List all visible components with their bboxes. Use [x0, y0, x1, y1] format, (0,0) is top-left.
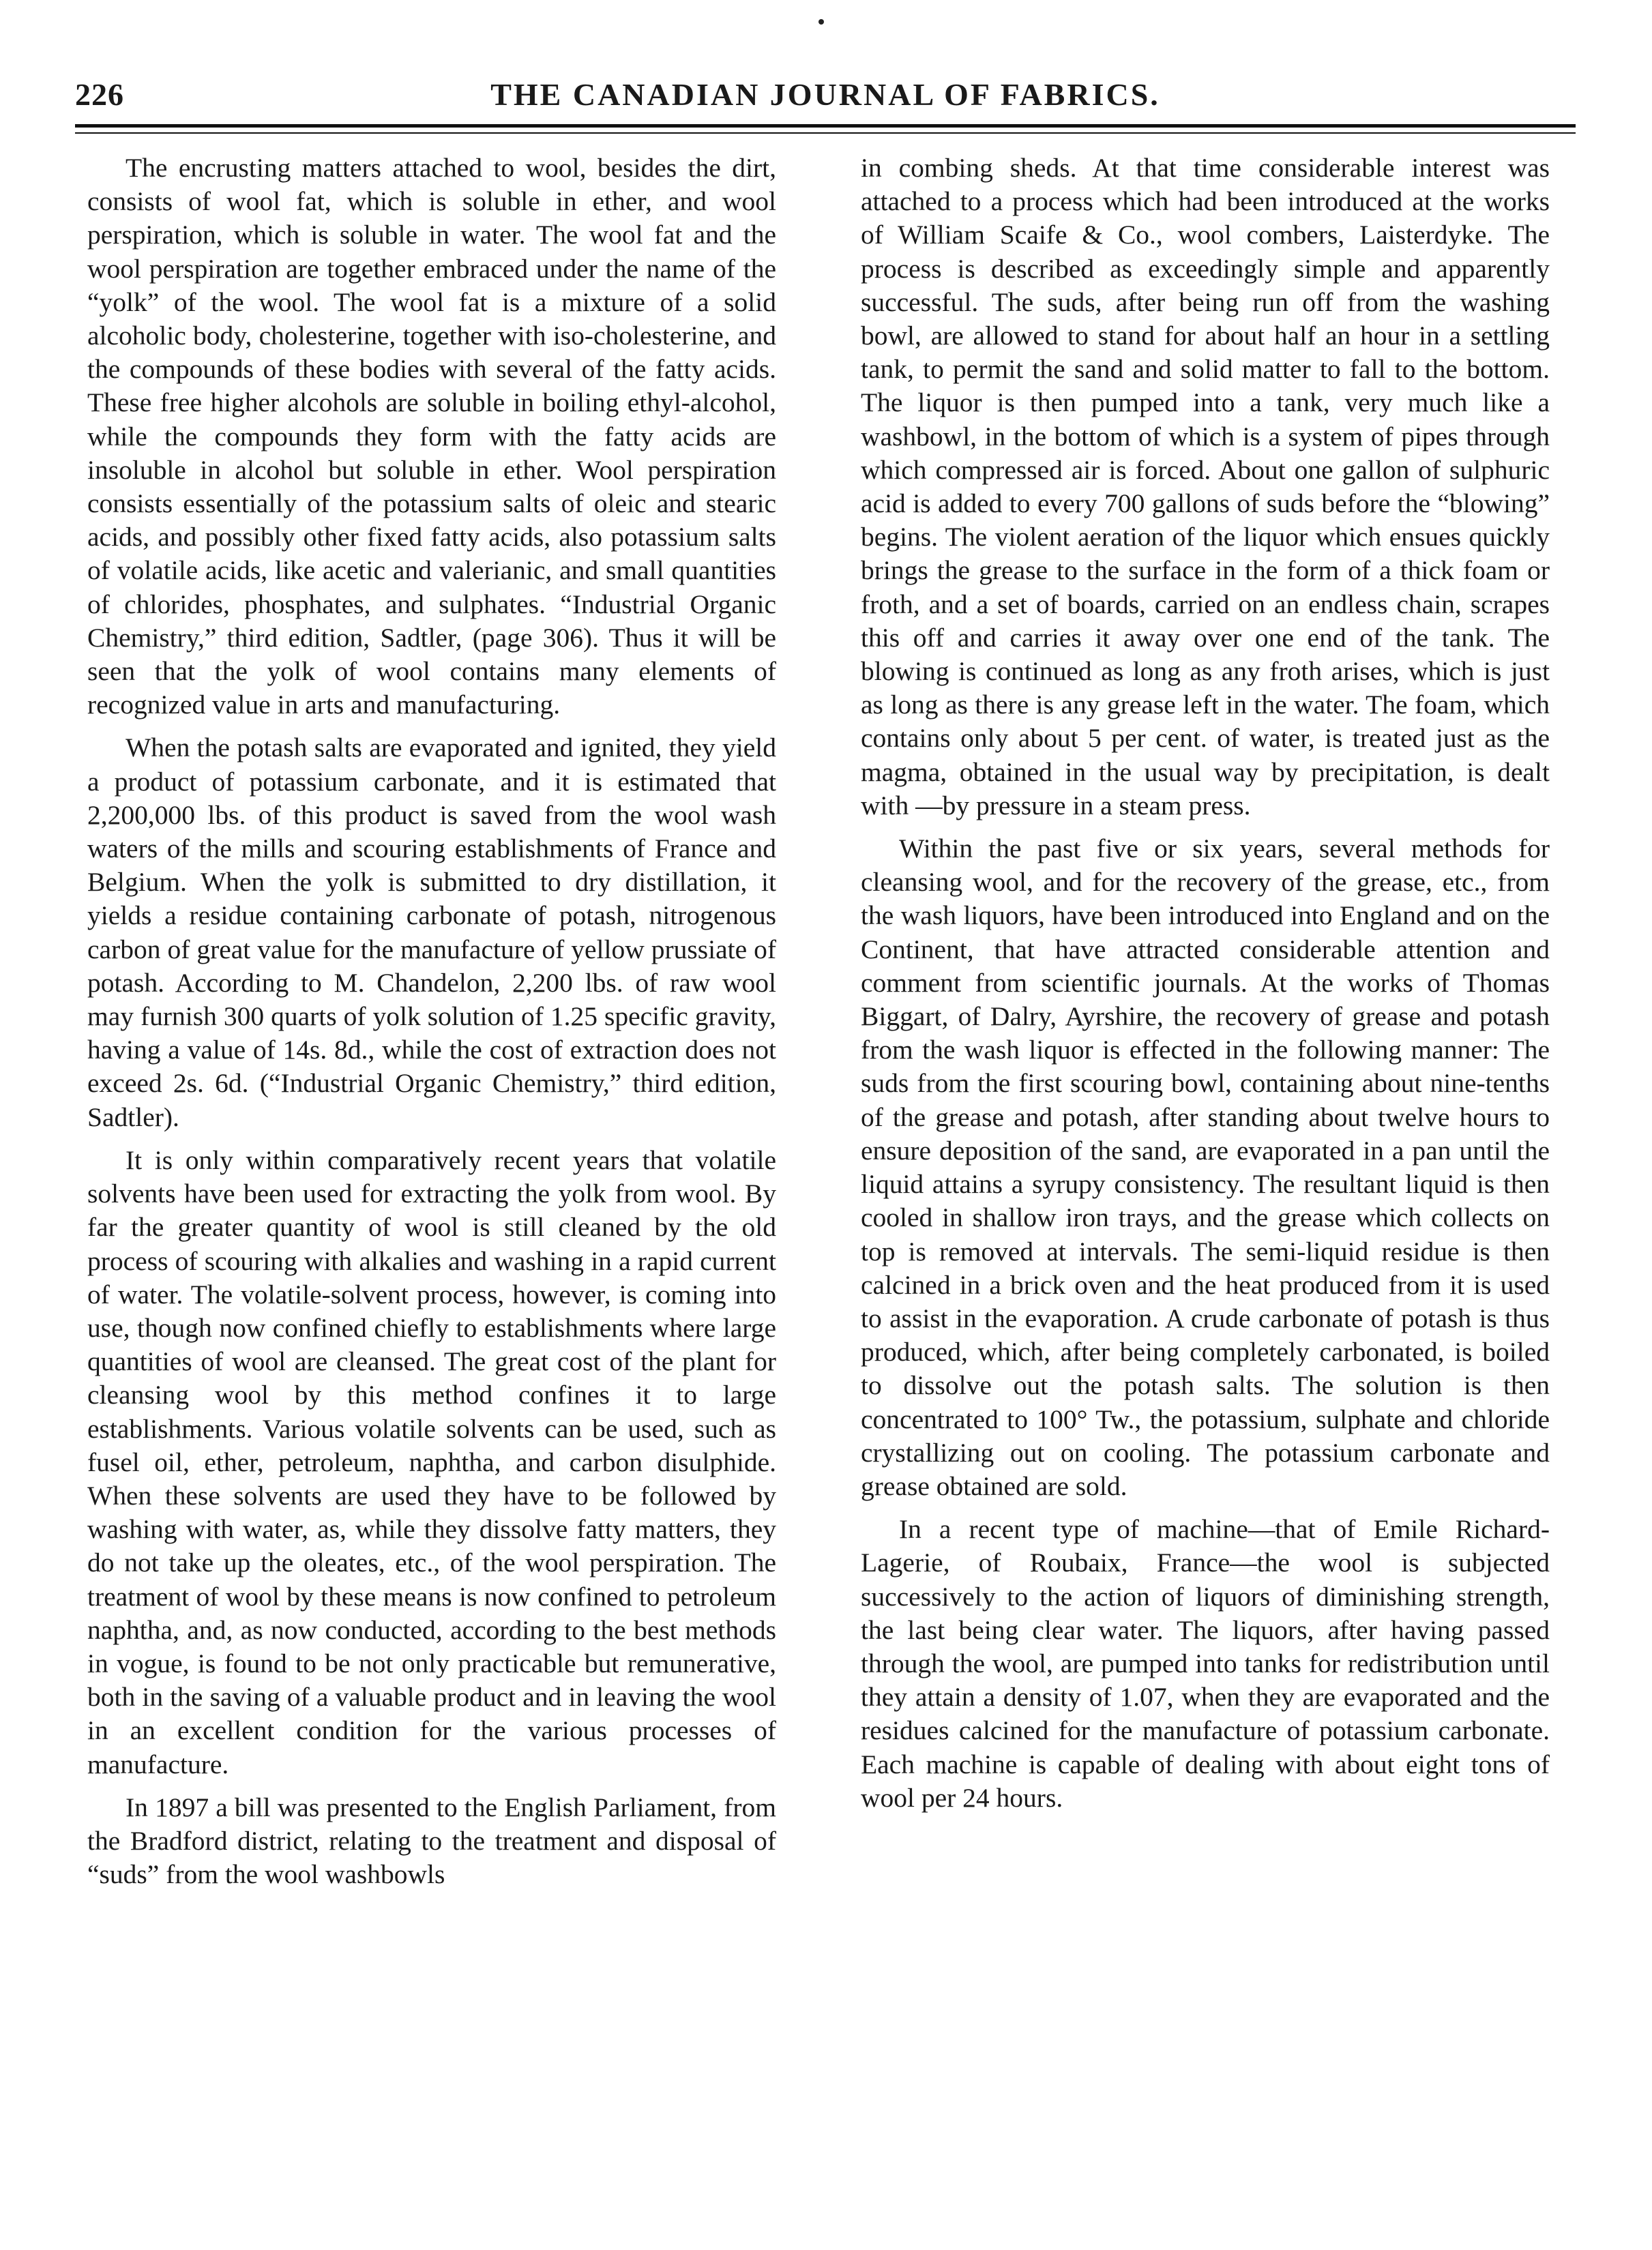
paragraph-combing-sheds-continued: in combing sheds. At that time considerable interest was attached to a process which had been introduced at the works of William Scaife & Co., wool combers, Laisterdyke. The process is described as exceedingly simple and apparently successful. The suds, after being run off from the washing bowl, are allowed to stand for about half an hour in a settling tank, to permit the sand and solid matter to fall to the bottom. The liquor is then pumped into a tank, very much like a washbowl, in the bottom of which is a system of pipes through which compressed air is forced. About one gallon of sulphuric acid is added to every 700 gallons of suds before the “blowing” begins. The violent aeration of the liquor which ensues quickly brings the grease to the surface in the form of a thick foam or froth, and a set of boards, carried on an endless chain, scrapes this off and carries it away over one end of the tank. The blowing is continued as long as any froth arises, which is just as long as there is any grease left in the water. The foam, which contains only about 5 per cent. of water, is treated just as the magma, obtained in the usual way by precipitation, is dealt with —by pressure in a steam press.: [861, 153, 1550, 820]
paragraph-bill-1897: In 1897 a bill was presented to the English Parliament, from the Bradford district, relating to the treatment and disposal of “suds” from the wool washbowls: [87, 1792, 776, 1890]
paragraph-roubaix-machine: In a recent type of machine—that of Emile Richard-Lagerie, of Roubaix, France—the wool is subjected successively to the action of liquors of diminishing strength, the last being clear water. The liquors, after having passed through the wool, are pumped into tanks for redistribution until they attain a density of 1.07, when they are evaporated and the residues calcined for the manufacture of potassium carbonate. Each machine is capable of dealing with about eight tons of wool per 24 hours.: [861, 1514, 1550, 1813]
paragraph-yolk-composition: The encrusting matters attached to wool, besides the dirt, consists of wool fat, which is soluble in ether, and wool perspiration, which is soluble in water. The wool fat and the wool perspiration are together embraced under the name of the “yolk” of the wool. The wool fat is a mixture of a solid alcoholic body, cholesterine, together with iso-cholesterine, and the compounds of these bodies with several of the fatty acids. These free higher alcohols are soluble in boiling ethyl-alcohol, while the compounds they form with the fatty acids are insoluble in alcohol but soluble in ether. Wool perspiration consists essentially of the potassium salts of oleic and stearic acids, and possibly other fixed fatty acids, also potassium salts of volatile acids, like acetic and valerianic, and small quantities of chlorides, phosphates, and sulphates. “Industrial Organic Chemistry,” third edition, Sadtler, (page 306). Thus it will be seen that the yolk of wool contains many elements of recognized value in arts and manufacturing.: [87, 153, 776, 720]
page-number: 226: [75, 77, 124, 112]
paragraph-potash-salts: When the potash salts are evaporated and ignited, they yield a product of potassium carbonate, and it is estimated that 2,200,000 lbs. of this product is saved from the wool wash waters of the mills and scouring establishments of France and Belgium. When the yolk is submitted to dry distillation, it yields a residue containing carbonate of potash, nitrogenous carbon of great value for the manufacture of yellow prussiate of potash. According to M. Chandelon, 2,200 lbs. of raw wool may furnish 300 quarts of yolk solution of 1.25 specific gravity, having a value of 14s. 8d., while the cost of extraction does not exceed 2s. 6d. (“Industrial Organic Chemistry,” third edition, Sadtler).: [87, 732, 776, 1132]
right-column: [861, 151, 1550, 1824]
header-rule-thin: [75, 132, 1576, 134]
left-column: [87, 151, 776, 1901]
header-rule-thick: [75, 124, 1576, 128]
paragraph-recovery-methods: Within the past five or six years, several methods for cleansing wool, and for the recovery of the grease, etc., from the wash liquors, have been introduced into England and on the Continent, that have attracted considerable attention and comment from scientific journals. At the works of Thomas Biggart, of Dalry, Ayrshire, the recovery of grease and potash from the wash liquor is effected in the following manner: The suds from the first scouring bowl, containing about nine-tenths of the grease and potash, after standing about twelve hours to ensure deposition of the sand, are evaporated in a pan until the liquid attains a syrupy consistency. The resultant liquid is then cooled in shallow iron trays, and the grease which collects on top is removed at intervals. The semi-liquid residue is then calcined in a brick oven and the heat produced from it is used to assist in the evaporation. A crude carbonate of potash is thus produced, which, after being completely carbonated, is boiled to dissolve out the potash salts. The solution is then concentrated to 100° Tw., the potassium, sulphate and chloride crystallizing out on cooling. The potassium carbonate and grease obtained are sold.: [861, 833, 1550, 1501]
print-speck: [818, 19, 824, 25]
page-header: [75, 76, 1576, 117]
running-title: THE CANADIAN JOURNAL OF FABRICS.: [490, 77, 1160, 112]
paragraph-volatile-solvents: It is only within comparatively recent years that volatile solvents have been used for extracting the yolk from wool. By far the greater quantity of wool is still cleaned by the old process of scouring with alkalies and washing in a rapid current of water. The volatile-solvent process, however, is coming into use, though now confined chiefly to establishments where large quantities of wool are cleansed. The great cost of the plant for cleansing wool by this method confines it to large establishments. Various volatile solvents can be used, such as fusel oil, ether, petroleum, naphtha, and carbon disulphide. When these solvents are used they have to be followed by washing with water, as, while they dissolve fatty matters, they do not take up the oleates, etc., of the wool perspiration. The treatment of wool by these means is now confined to petroleum naphtha, and, as now conducted, according to the best methods in vogue, is found to be not only practicable but remunerative, both in the saving of a valuable product and in leaving the wool in an excellent condition for the various processes of manufacture.: [87, 1144, 776, 1779]
